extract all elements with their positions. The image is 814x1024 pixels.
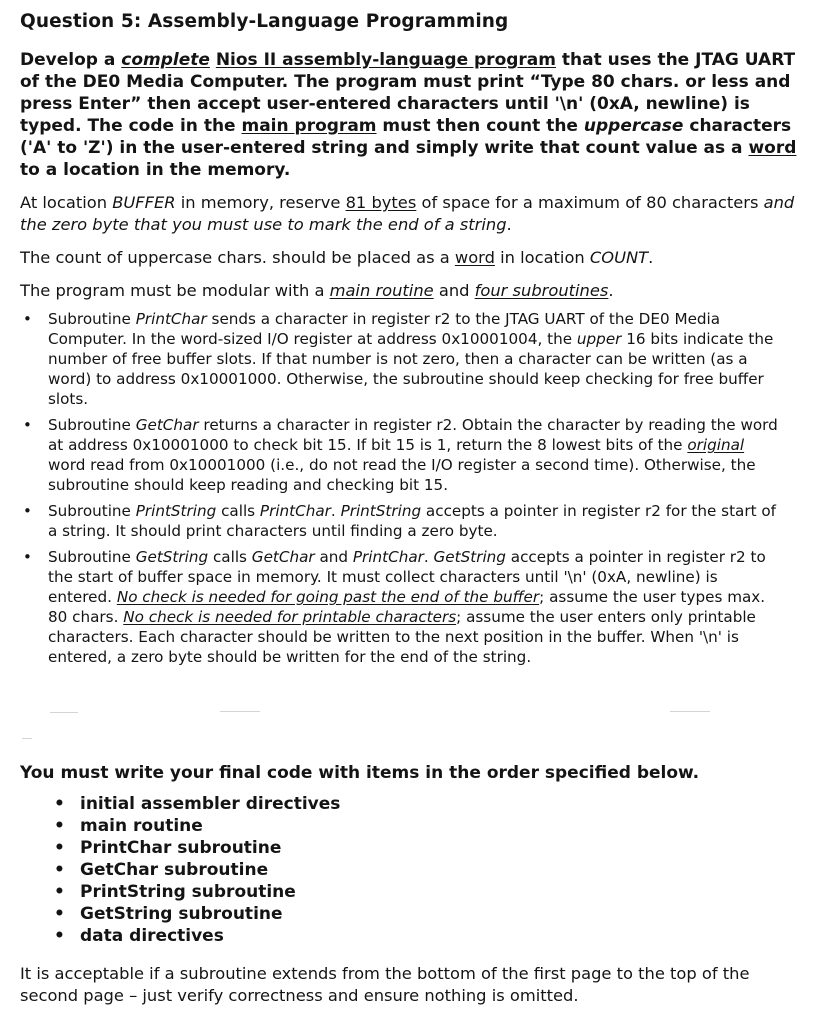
paragraph-emphasis: COUNT: [589, 248, 649, 267]
paragraph-text: .: [648, 248, 654, 267]
item-text: Subroutine: [48, 310, 136, 328]
item-text: .: [423, 548, 434, 566]
paragraph-text: The count of uppercase chars. should be placed as a: [20, 248, 455, 267]
order-item: • GetChar subroutine: [52, 859, 340, 881]
item-text: calls: [216, 502, 260, 520]
order-item: • initial assembler directives: [52, 793, 340, 815]
order-item: • PrintString subroutine: [52, 881, 340, 903]
item-emphasis: original: [687, 436, 745, 454]
paragraph-emphasis: word: [454, 248, 495, 267]
question-intro: [20, 49, 800, 181]
item-text: Subroutine: [48, 416, 136, 434]
paragraph-text: in memory, reserve: [175, 193, 346, 212]
item-text: returns a character in register r2. Obtain the character by reading the word at address 0x10001000 to check bit 15. If bit 15 is 1, return the 8 lowest bits of the: [48, 416, 778, 454]
modular-paragraph: [20, 280, 800, 302]
item-emphasis: No check is needed for printable characters: [123, 608, 457, 626]
intro-emphasis: Nios II assembly-language program: [215, 50, 556, 70]
item-emphasis: GetChar: [251, 548, 315, 566]
paragraph-text: in location: [494, 248, 590, 267]
item-emphasis: GetChar: [135, 416, 199, 434]
footer-note: It is acceptable if a subroutine extends from the bottom of the first page to the top of the second page – just verify correctness and ensure nothing is omitted.: [20, 964, 750, 1005]
intro-text: that uses the JTAG UART of the DE0 Media Computer. The program must print “Type 80 chars. or less and press Enter” then accept user-entered characters until '\n' (0xA, newline) is typed. The code in the: [20, 50, 796, 136]
subroutine-list: [20, 309, 780, 673]
item-text: ; assume the user enters only printable characters. Each character should be written to the next position in the buffer. When '\n' is entered, a zero byte should be written for the end of the string.: [48, 608, 756, 666]
item-emphasis: PrintChar: [352, 548, 424, 566]
item-text: calls: [208, 548, 252, 566]
intro-text: Develop a: [20, 50, 122, 70]
buffer-paragraph: [20, 192, 800, 236]
intro-emphasis: uppercase: [583, 116, 684, 136]
paragraph-text: At location: [20, 193, 113, 212]
item-text: sends a character in register r2 to the JTAG UART of the DE0 Media Computer. In the word-sized I/O register at address 0x10001004, the: [48, 310, 721, 348]
item-emphasis: GetString: [135, 548, 209, 566]
item-emphasis: PrintChar: [135, 310, 207, 328]
count-paragraph: [20, 247, 800, 269]
scan-artifact: [220, 711, 260, 712]
item-emphasis: PrintString: [340, 502, 422, 520]
intro-emphasis: main program: [241, 116, 377, 136]
subroutine-item-printstring: [20, 501, 780, 541]
intro-text: must then count the: [376, 116, 584, 136]
item-emphasis: PrintString: [135, 502, 217, 520]
item-emphasis: GetString: [433, 548, 506, 566]
order-item: • GetString subroutine: [52, 903, 340, 925]
paragraph-emphasis: main routine: [329, 281, 434, 300]
order-item: • data directives: [52, 925, 340, 947]
paragraph-emphasis: and the zero byte that you must use to mark the end of a string: [20, 193, 795, 234]
question-title: Question 5: Assembly-Language Programming: [20, 11, 509, 32]
subroutine-item-getchar: [20, 415, 780, 495]
paragraph-text: and: [433, 281, 475, 300]
paragraph-emphasis: 81 bytes: [345, 193, 417, 212]
item-text: ; assume the user types max. 80 chars.: [48, 588, 766, 626]
scan-artifact: [670, 711, 710, 712]
paragraph-text: The program must be modular with a: [20, 281, 330, 300]
paragraph-emphasis: four subroutines: [474, 281, 609, 300]
paragraph-text: .: [506, 215, 512, 234]
intro-text: characters ('A' to 'Z') in the user-entered string and simply write that count value as a: [20, 116, 792, 158]
intro-emphasis: complete: [121, 50, 210, 70]
order-item: • main routine: [52, 815, 340, 837]
scan-artifact: [22, 738, 32, 739]
intro-text: to a location in the memory.: [20, 160, 291, 180]
order-heading: You must write your final code with items in the order specified below.: [20, 763, 700, 783]
intro-emphasis: word: [748, 138, 797, 158]
paragraph-emphasis: BUFFER: [112, 193, 176, 212]
subroutine-item-printchar: [20, 309, 780, 409]
order-list: [52, 793, 340, 947]
item-emphasis: No check is needed for going past the end of the buffer: [116, 588, 540, 606]
subroutine-item-getstring: [20, 547, 780, 667]
item-text: 16 bits indicate the number of free buffer slots. If that number is not zero, then a character can be written (as a word) to address 0x10001000. Otherwise, the subroutine should keep checking for free buffer slots.: [48, 330, 774, 408]
item-text: accepts a pointer in register r2 to the start of buffer space in memory. It must collect characters until '\n' (0xA, newline) is entered.: [48, 548, 766, 606]
item-text: .: [330, 502, 341, 520]
item-text: word read from 0x10001000 (i.e., do not read the I/O register a second time). Otherwise, the subroutine should keep reading and checking bit 15.: [48, 456, 756, 494]
item-text: and: [314, 548, 353, 566]
scan-artifact: [50, 712, 78, 713]
item-text: Subroutine: [48, 502, 136, 520]
item-text: accepts a pointer in register r2 for the start of a string. It should print characters until finding a zero byte.: [48, 502, 776, 540]
item-text: Subroutine: [48, 548, 136, 566]
order-item: • PrintChar subroutine: [52, 837, 340, 859]
item-emphasis: PrintChar: [259, 502, 331, 520]
item-emphasis: upper: [576, 330, 622, 348]
paragraph-text: .: [608, 281, 614, 300]
paragraph-text: of space for a maximum of 80 characters: [416, 193, 764, 212]
